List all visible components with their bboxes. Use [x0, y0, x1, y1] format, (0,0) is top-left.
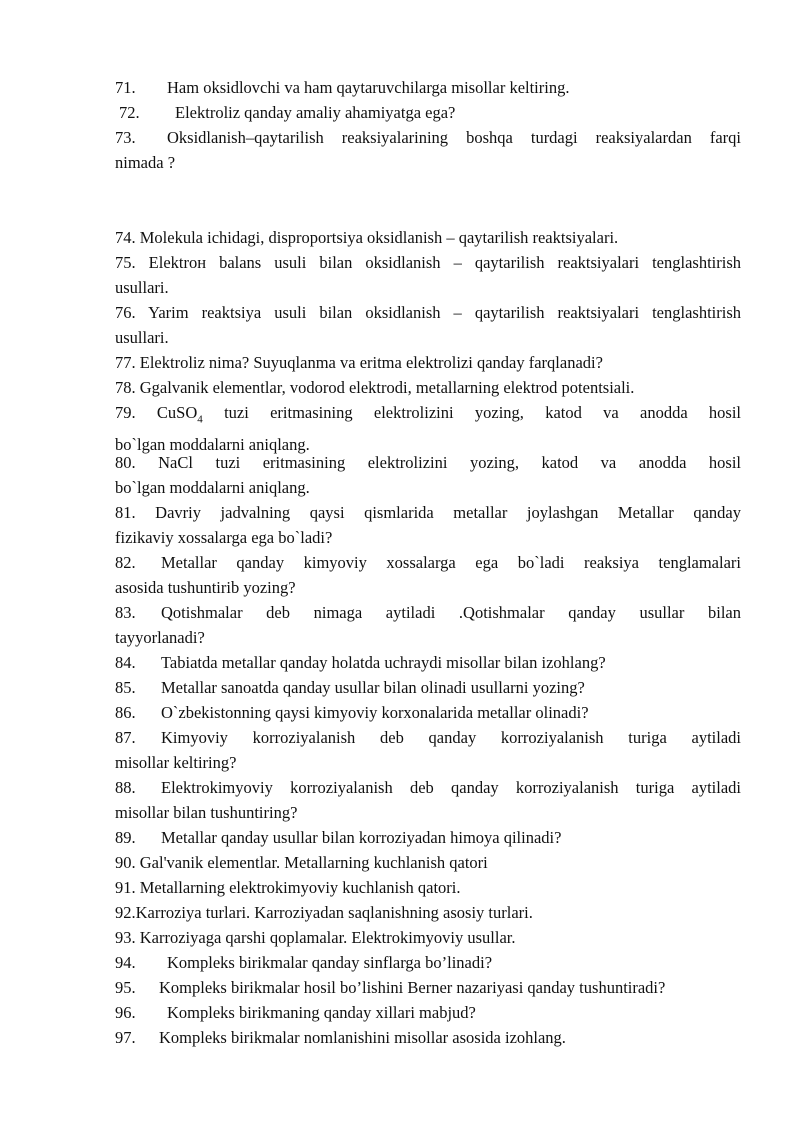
question-72: 72. Elektroliz qanday amaliy ahamiyatga ega? [119, 103, 456, 122]
question-75: 75. Elektroн balans usuli bilan oksidlanish – qaytarilish reaktsiyalari tenglashtirish usullari. [115, 253, 741, 297]
question-73: 73. Oksidlanish–qaytarilish reaksiyalarining boshqa turdagi reaksiyalardan farqi nimada ? [115, 128, 741, 172]
question-92: 92.Karroziya turlari. Karroziyadan saqlanishning asosiy turlari. [115, 903, 533, 922]
question-93: 93. Karroziyaga qarshi qoplamalar. Elektrokimyoviy usullar. [115, 928, 516, 947]
question-76: 76. Yarim reaktsiya usuli bilan oksidlanish – qaytarilish reaktsiyalari tenglashtirish usullari. [115, 303, 742, 347]
question-78: 78. Ggalvanik elementlar, vodorod elektrodi, metallarning elektrod potentsiali. [115, 378, 635, 397]
question-77: 77. Elektroliz nima? Suyuqlanma va eritma elektrolizi qanday farqlanadi? [115, 353, 603, 372]
question-96: 96. Kompleks birikmaning qanday xillari mabjud? [115, 1003, 476, 1022]
question-97: 97. Kompleks birikmalar nomlanishini misollar asosida izohlang. [115, 1028, 566, 1047]
question-89: 89. Metallar qanday usullar bilan korroziyadan himoya qilinadi? [115, 828, 562, 847]
question-71: 71. Ham oksidlovchi va ham qaytaruvchilarga misollar keltiring. [115, 78, 570, 97]
question-84: 84. Tabiatda metallar qanday holatda uchraydi misollar bilan izohlang? [115, 653, 606, 672]
question-91: 91. Metallarning elektrokimyoviy kuchlanish qatori. [115, 878, 461, 897]
question-88: 88. Elektrokimyoviy korroziyalanish deb qanday korroziyalanish turiga aytiladi misollar bilan tushuntiring? [115, 778, 741, 822]
question-95: 95. Kompleks birikmalar hosil bo’lishini Berner nazariyasi qanday tushuntiradi? [115, 978, 666, 997]
question-80: 80. NaCl tuzi eritmasining elektrolizini yozing, katod va anodda hosil bo`lgan moddalarni aniqlang. [115, 453, 741, 497]
question-87: 87. Kimyoviy korroziyalanish deb qanday korroziyalanish turiga aytiladi misollar keltiring? [115, 728, 741, 772]
question-74: 74. Molekula ichidagi, disproportsiya oksidlanish – qaytarilish reaktsiyalari. [115, 228, 619, 247]
question-90: 90. Gal'vanik elementlar. Metallarning kuchlanish qatori [115, 853, 488, 872]
question-79: 79. CuSO$_4$ tuzi eritmasining elektrolizini yozing, katod va anodda hosil bo`lgan moddalarni aniqlang. [115, 403, 742, 455]
question-85: 85. Metallar sanoatda qanday usullar bilan olinadi usullarni yozing? [115, 678, 585, 697]
question-81: 81. Davriy jadvalning qaysi qismlarida metallar joylashgan Metallar qanday fizikaviy xossalarga ega bo`ladi? [115, 503, 741, 547]
question-86: 86. O`zbekistonning qaysi kimyoviy korxonalarida metallar olinadi? [115, 703, 589, 722]
question-94: 94. Kompleks birikmalar qanday sinflarga bo’linadi? [115, 953, 493, 972]
formula-cuso4: CuSO$_4$ [156, 403, 203, 426]
question-82: 82. Metallar qanday kimyoviy xossalarga ega bo`ladi reaksiya tenglamalari asosida tushuntirib yozing? [115, 553, 741, 597]
question-83: 83. Qotishmalar deb nimaga aytiladi .Qotishmalar qanday usullar bilan tayyorlanadi? [115, 603, 741, 647]
